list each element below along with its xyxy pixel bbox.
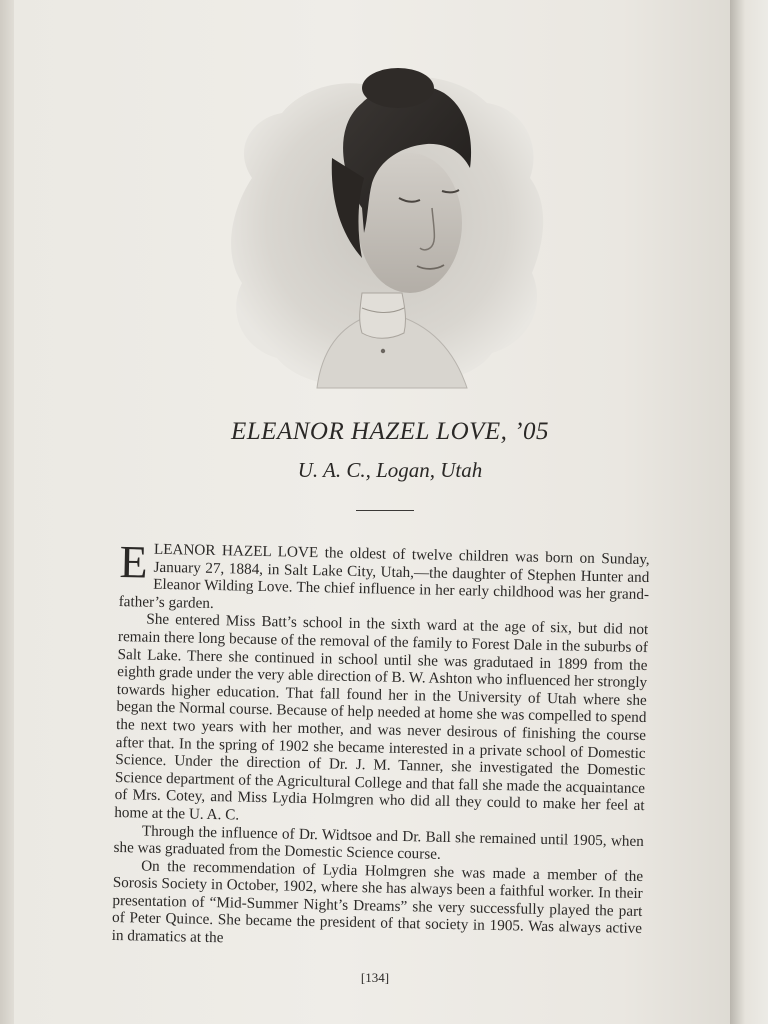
drop-cap: E xyxy=(119,536,149,588)
person-name-heading: ELEANOR HAZEL LOVE, ’05 xyxy=(231,418,549,445)
paragraph-2: She entered Miss Batt’s school in the sixth ward at the age of six, but did not remain there long because of the removal of the family to Forest Dale in the suburbs of Salt Lake. There she continued in school until she was gradutaed in 1899 from the eighth grade under the very able direction of B. W. Ashton who influenced her strongly towards higher education. That fall found her in the University of Utah where she began the Normal course. Because of help needed at home she was compelled to spend the next two years with her mother, and was never desirous of finishing the course after that. In the spring of 1902 she became interested in a private school of Domestic Science. Under the direction of Dr. J. M. Tanner, she investigated the Domestic Science department of the Agricultural College and that fall she made the acquaintance of Mrs. Cotey, and Miss Lydia Holmgren who did all they could to make her feel at home at the U. A. C. xyxy=(114,610,649,824)
page-fore-edge xyxy=(730,0,768,1024)
page-number: [134] xyxy=(360,970,390,985)
biography-text xyxy=(111,536,650,956)
institution-subheading: U. A. C., Logan, Utah xyxy=(297,458,483,482)
paragraph-1 xyxy=(118,536,650,621)
paragraph-3: Through the influence of Dr. Widtsoe and Dr. Ball she remained until 1905, when she was graduated from the Domestic Science course. xyxy=(113,822,644,863)
portrait-photo xyxy=(212,58,557,393)
paragraph-1-text: LEANOR HAZEL LOVE the oldest of twelve children was born on Sunday, January 27, 1884, in Salt Lake City, Utah,—the daughter of Stephen Hunter and Eleanor Wilding Love. The chief influence in her early childhood was her grand-father’s garden. xyxy=(118,540,650,612)
section-divider xyxy=(356,510,414,511)
paragraph-4: On the recommendation of Lydia Holmgren she was made a member of the Sorosis Society in October, 1902, where she has always been a faithful worker. In their presentation of “Mid-Summer Night’s Dreams” she very successfully played the part of Peter Quince. She became the president of that society in 1905. Was always active in dramatics at the xyxy=(111,857,644,947)
